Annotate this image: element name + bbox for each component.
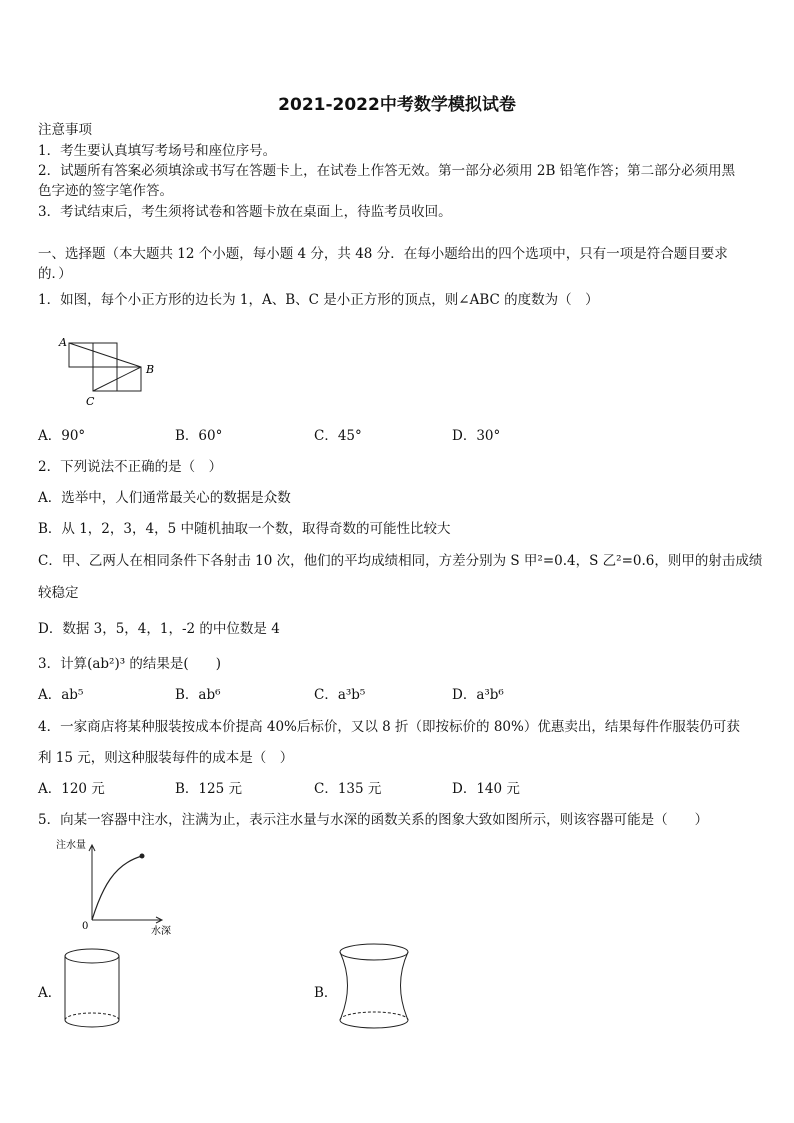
q5-y-label: 注水量 xyxy=(56,840,86,851)
q1-figure xyxy=(55,333,165,413)
notes-heading: 注意事项 xyxy=(38,122,92,138)
notes-item-2: 2．试题所有答案必须填涂或书写在答题卡上，在试卷上作答无效。第一部分必须用 2B 铅笔作答；第二部分必须用黑 xyxy=(38,163,736,179)
q2-option-d: D．数据 3，5，4，1，-2 的中位数是 4 xyxy=(38,621,280,637)
q5-end-point xyxy=(140,854,145,859)
q3-option-a: A．ab⁵ xyxy=(38,687,84,703)
q1-grid-square xyxy=(93,367,117,391)
q2-option-a: A．选举中，人们通常最关心的数据是众数 xyxy=(38,490,291,506)
container-right-side xyxy=(401,952,409,1020)
q3-stem: 3．计算(ab²)³ 的结果是( ) xyxy=(38,656,221,672)
q2-option-c-cont: 较稳定 xyxy=(38,585,79,601)
q1-line-ab xyxy=(69,343,141,367)
q5-option-a-cylinder xyxy=(58,944,128,1034)
q5-option-a: A． xyxy=(38,985,62,1001)
q5-curve xyxy=(92,856,142,920)
q5-option-b: B． xyxy=(314,985,338,1001)
q1-stem: 1．如图，每个小正方形的边长为 1，A、B、C 是小正方形的顶点，则∠ABC 的度数为（ ） xyxy=(38,292,599,308)
q1-label-a: A xyxy=(59,336,67,349)
q2-option-b: B．从 1，2，3，4，5 中随机抽取一个数，取得奇数的可能性比较大 xyxy=(38,521,451,537)
container-top xyxy=(340,944,408,960)
q3-option-c: C．a³b⁵ xyxy=(314,687,366,703)
q1-label-b: B xyxy=(146,363,155,376)
notes-item-2-cont: 色字迹的签字笔作答。 xyxy=(38,183,173,199)
q5-x-label: 水深 xyxy=(151,926,171,937)
q4-option-b: B．125 元 xyxy=(175,781,242,797)
exam-title: 2021-2022中考数学模拟试卷 xyxy=(278,95,516,115)
q2-option-c: C．甲、乙两人在相同条件下各射击 10 次，他们的平均成绩相同，方差分别为 S 甲²=0.4，S 乙²=0.6，则甲的射击成绩 xyxy=(38,553,763,569)
container-left-side xyxy=(340,952,348,1020)
q4-option-d: D．140 元 xyxy=(452,781,520,797)
container-bottom-front xyxy=(340,1020,408,1028)
q1-grid-square xyxy=(117,367,141,391)
q1-option-b: B．60° xyxy=(175,428,223,444)
container-bottom-back xyxy=(340,1012,408,1020)
q2-stem: 2．下列说法不正确的是（ ） xyxy=(38,459,223,475)
q5-graph xyxy=(50,836,180,941)
q4-stem-cont: 利 15 元，则这种服装每件的成本是（ ） xyxy=(38,750,294,766)
cylinder-bottom-front xyxy=(65,1020,119,1027)
q5-option-b-container xyxy=(333,940,418,1040)
section1-heading-cont: 的．） xyxy=(38,266,72,282)
section1-heading: 一、选择题（本大题共 12 个小题，每小题 4 分，共 48 分．在每小题给出的四个选项中，只有一项是符合题目要求 xyxy=(38,246,728,262)
q1-label-c: C xyxy=(86,395,95,408)
notes-item-1: 1．考生要认真填写考场号和座位序号。 xyxy=(38,143,277,159)
notes-item-3: 3．考试结束后，考生须将试卷和答题卡放在桌面上，待监考员收回。 xyxy=(38,204,452,220)
q3-option-b: B．ab⁶ xyxy=(175,687,221,703)
cylinder-bottom-back xyxy=(65,1013,119,1020)
q4-option-c: C．135 元 xyxy=(314,781,382,797)
q5-origin-label: 0 xyxy=(82,921,89,932)
q5-stem: 5．向某一容器中注水，注满为止，表示注水量与水深的函数关系的图象大致如图所示，则该容器可能是（ ） xyxy=(38,812,709,828)
q4-option-a: A．120 元 xyxy=(38,781,105,797)
q1-option-c: C．45° xyxy=(314,428,362,444)
q3-option-d: D．a³b⁶ xyxy=(452,687,504,703)
cylinder-top xyxy=(65,949,119,963)
q1-option-a: A．90° xyxy=(38,428,86,444)
q4-stem: 4．一家商店将某种服装按成本价提高 40%后标价，又以 8 折（即按标价的 80%）优惠卖出，结果每件作服装仍可获 xyxy=(38,719,740,735)
q1-option-d: D．30° xyxy=(452,428,501,444)
